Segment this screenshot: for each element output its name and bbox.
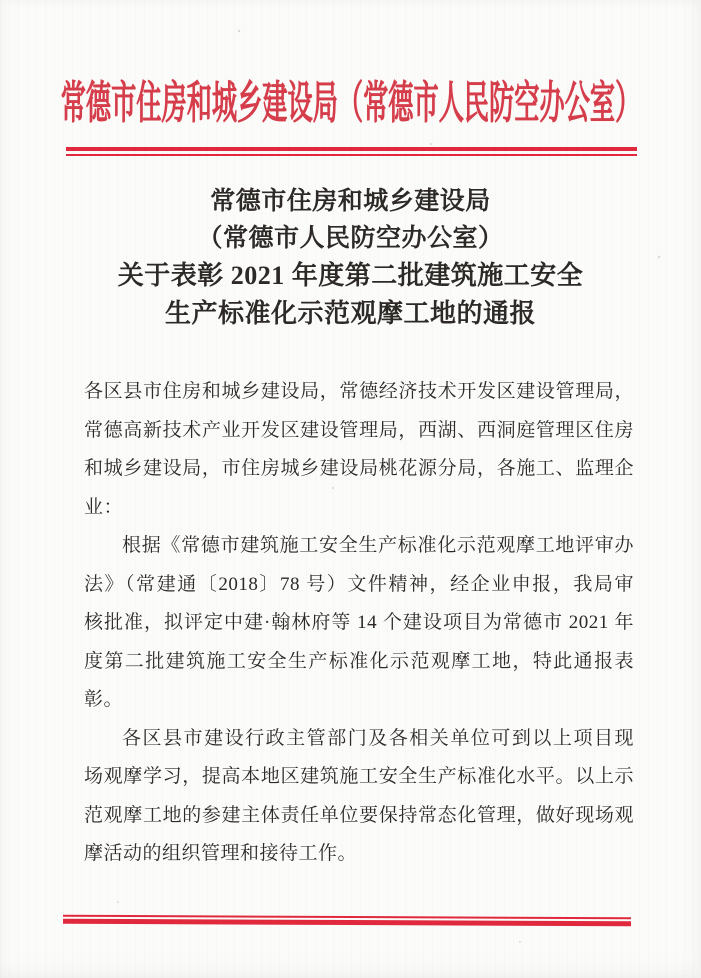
body-text-line: 彰。: [84, 689, 124, 710]
paragraph-commendation: [84, 527, 634, 720]
letterhead-rule-thin-line: [66, 154, 637, 156]
body-text-line: 常德高新技术产业开发区建设管理局，西湖、西洞庭管理区住房: [84, 419, 634, 441]
body-text-line: 范观摩工地的参建主体责任单位要保持常态化管理，做好现场观: [84, 804, 634, 826]
paragraph-instructions: [84, 720, 634, 874]
body-text-line: 法》（常建通〔2018〕78 号）文件精神，经企业申报，我局审: [84, 573, 634, 595]
body-text-line: 业：: [84, 496, 124, 518]
body-text-line: 度第二批建筑施工安全生产标准化示范观摩工地，特此通报表: [84, 650, 634, 672]
title-line-subject-1: 关于表彰 2021 年度第二批建筑施工安全: [117, 261, 584, 290]
document-title: [0, 183, 701, 333]
body-text-line: 根据《常德市建筑施工安全生产标准化示范观摩工地评审办: [122, 535, 634, 556]
letterhead-org-name: [0, 80, 701, 126]
body-text-line: 各区县市建设行政主管部门及各相关单位可到以上项目现: [122, 727, 634, 749]
letterhead-org-name-text: 常德市住房和城乡建设局（常德市人民防空办公室）: [60, 78, 641, 128]
body-text-line: 和城乡建设局，市住房城乡建设局桃花源分局，各施工、监理企: [84, 458, 634, 479]
title-line-org: 常德市住房和城乡建设局: [210, 188, 491, 215]
body-text-line: 核批准，拟评定中建·翰林府等 14 个建设项目为常德市 2021 年: [84, 612, 634, 633]
footer-double-rule: [63, 915, 631, 926]
title-line-subject-2: 生产标准化示范观摩工地的通报: [164, 299, 536, 328]
body-text-line: 摩活动的组织管理和接待工作。: [84, 843, 358, 864]
title-line-org-paren: （常德市人民防空办公室）: [197, 225, 504, 252]
footer-rule-thick-line: [63, 919, 631, 926]
letterhead-rule-thick-line: [66, 147, 637, 151]
letterhead-double-rule: [66, 147, 637, 156]
body-text-line: 各区县市住房和城乡建设局，常德经济技术开发区建设管理局，: [84, 381, 634, 402]
paragraph-recipients: [84, 373, 634, 527]
document-body: [84, 373, 634, 874]
body-text-line: 场观摩学习，提高本地区建筑施工安全生产标准化水平。以上示: [84, 766, 634, 787]
